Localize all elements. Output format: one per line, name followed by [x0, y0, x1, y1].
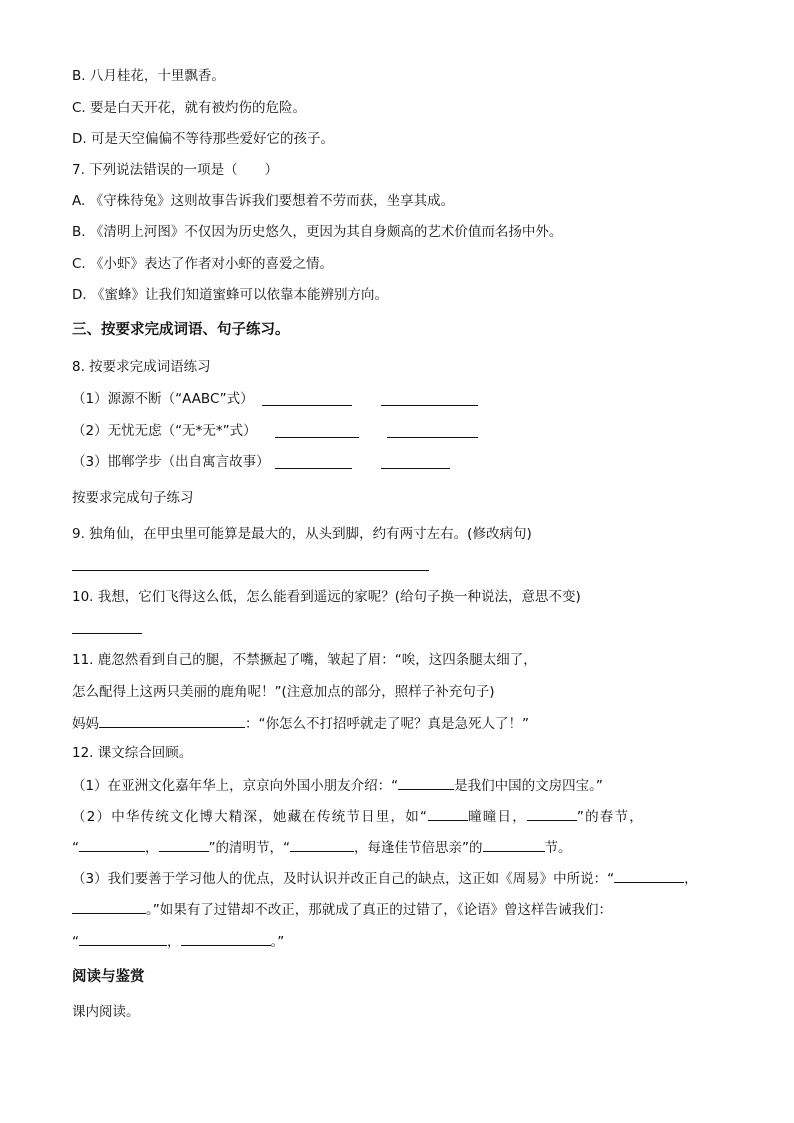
question-12-3-text-f: 。”: [270, 934, 285, 950]
question-12-3-line-3: [72, 931, 284, 952]
blank-12-2-c[interactable]: [79, 837, 145, 852]
question-8-3: [72, 452, 270, 472]
blank-12-2-d[interactable]: [159, 837, 209, 852]
blank-8-1-b[interactable]: [381, 405, 478, 406]
question-11-line-3: [72, 713, 529, 734]
sentence-practice-label: 按要求完成句子练习: [72, 490, 194, 506]
question-8-2-text: （2）无忧无虑（“无*无*”式）: [72, 423, 257, 439]
question-12-3-text-b: ，: [684, 871, 698, 887]
blank-8-2-a[interactable]: [275, 437, 359, 438]
question-8-1: [72, 389, 254, 409]
question-12-2-text-d: “: [72, 840, 79, 856]
blank-12-3-d[interactable]: [181, 931, 271, 946]
option-6b: B. 八月桂花，十里飘香。: [72, 68, 225, 84]
option-7a: A. 《守株待兔》这则故事告诉我们要想着不劳而获，坐享其成。: [72, 193, 455, 209]
question-12-2-line-1: [72, 806, 644, 827]
blank-11[interactable]: [99, 713, 245, 728]
option-7b: B. 《清明上河图》不仅因为历史悠久，更因为其自身颇高的艺术价值而名扬中外。: [72, 224, 563, 240]
question-12-3-text-e: ，: [167, 934, 181, 950]
question-12-2-text-a: （2）中华传统文化博大精深，她藏在传统节日里，如“: [72, 809, 429, 825]
reading-heading: 阅读与鉴赏: [72, 969, 145, 985]
reading-subheading: 课内阅读。: [72, 1004, 140, 1020]
option-7d: D. 《蜜蜂》让我们知道蜜蜂可以依靠本能辨别方向。: [72, 287, 388, 303]
question-8-2: [72, 421, 257, 441]
question-12-3-line-2: [72, 899, 612, 920]
question-10: 10. 我想，它们飞得这么低，怎么能看到遥远的家呢？(给句子换一种说法，意思不变): [72, 589, 581, 605]
question-12-3-text-a: （3）我们要善于学习他人的优点，及时认识并改正自己的缺点，这正如《周易》中所说：“: [72, 871, 615, 887]
blank-12-2-b[interactable]: [527, 806, 577, 821]
blank-8-3-b[interactable]: [381, 468, 450, 469]
question-11-line-2: 怎么配得上这两只美丽的鹿角呢！”(注意加点的部分，照样子补充句子): [72, 684, 495, 700]
question-12-1: [72, 775, 603, 796]
question-12-2-text-b: 曈曈日，: [468, 809, 527, 825]
question-12-2-line-2: [72, 837, 572, 858]
blank-12-1[interactable]: [398, 775, 454, 790]
question-12-3-line-1: [72, 868, 698, 889]
question-12-1-text-b: 是我们中国的文房四宝。”: [454, 778, 603, 794]
question-9: 9. 独角仙，在甲虫里可能算是最大的，从头到脚，约有两寸左右。(修改病句): [72, 526, 532, 542]
blank-8-2-b[interactable]: [387, 437, 478, 438]
blank-8-1-a[interactable]: [262, 405, 352, 406]
option-6d: D. 可是天空偏偏不等待那些爱好它的孩子。: [72, 131, 334, 147]
question-12-2-text-h: 节。: [544, 840, 572, 856]
blank-12-3-b[interactable]: [72, 899, 146, 914]
question-12-2-text-e: ，: [145, 840, 159, 856]
section-3-heading: 三、按要求完成词语、句子练习。: [72, 322, 290, 338]
blank-12-2-a[interactable]: [428, 806, 468, 821]
option-7c: C. 《小虾》表达了作者对小虾的喜爱之情。: [72, 256, 334, 272]
blank-12-2-e[interactable]: [290, 837, 354, 852]
blank-12-2-f[interactable]: [483, 837, 545, 852]
question-12-3-text-d: “: [72, 934, 79, 950]
question-12: 12. 课文综合回顾。: [72, 745, 193, 761]
question-12-2-text-f: ”的清明节，“: [208, 840, 290, 856]
answer-line-10[interactable]: [72, 633, 142, 634]
blank-8-3-a[interactable]: [275, 468, 352, 469]
question-11-line-1: 11. 鹿忽然看到自己的腿，不禁撅起了嘴，皱起了眉：“唉，这四条腿太细了，: [72, 652, 537, 668]
blank-12-3-c[interactable]: [79, 931, 167, 946]
question-12-2-text-g: ，每逢佳节倍思亲”的: [354, 840, 483, 856]
answer-line-9[interactable]: [72, 570, 429, 571]
question-8-1-text: （1）源源不断（“AABC”式）: [72, 391, 254, 407]
question-12-3-text-c: 。”如果有了过错却不改正，那就成了真正的过错了，《论语》曾这样告诫我们：: [146, 902, 612, 918]
question-12-2-text-c: ”的春节，: [576, 809, 644, 825]
blank-12-3-a[interactable]: [614, 868, 684, 883]
question-11-quote: ：“你怎么不打招呼就走了呢？真是急死人了！”: [245, 716, 529, 732]
option-6c: C. 要是白天开花，就有被灼伤的危险。: [72, 100, 307, 116]
question-11-mama: 妈妈: [72, 716, 99, 732]
question-8: 8. 按要求完成词语练习: [72, 359, 211, 375]
question-12-1-text-a: （1）在亚洲文化嘉年华上，京京向外国小朋友介绍：“: [72, 778, 399, 794]
question-7: 7. 下列说法错误的一项是（ ）: [72, 162, 279, 178]
question-8-3-text: （3）邯郸学步（出自寓言故事）: [72, 454, 270, 470]
